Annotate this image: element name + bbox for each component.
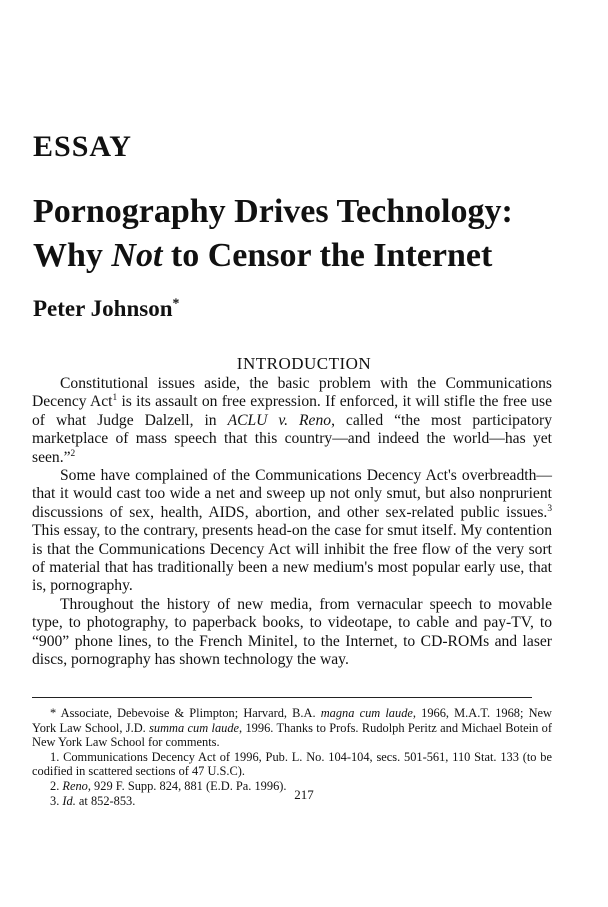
latin-honor: magna cum laude: [320, 706, 413, 720]
latin-honor: summa cum laude: [149, 720, 240, 735]
title-segment: to Censor the Internet: [162, 237, 493, 274]
article-title-line-1: Pornography Drives Technology:: [33, 193, 513, 230]
author-byline: [33, 296, 179, 322]
page-number: 217: [294, 787, 314, 802]
paragraph-1: [32, 375, 552, 467]
paragraph-2: [32, 467, 552, 596]
title-emphasis: Not: [111, 237, 163, 274]
footnote-number: 2.: [50, 778, 63, 793]
footnote-divider: [32, 697, 532, 698]
footnote-1: 1. Communications Decency Act of 1996, Pub. L. No. 104-104, secs. 501-561, 110 Stat. 133 (to be codified in scattered sections of 47 U.S.C).: [32, 749, 552, 779]
footnote-number: 3.: [50, 793, 63, 808]
title-segment: Why: [33, 237, 112, 274]
footnote-ref-3[interactable]: 3: [547, 503, 552, 514]
section-heading: INTRODUCTION: [236, 354, 372, 373]
case-name: ACLU v. Reno: [227, 411, 332, 429]
text-run: at 852-853.: [75, 793, 136, 808]
text-run: , 1996. Thanks to Profs. Rudolph Peritz and Michael Botein of New York Law School for comments.: [32, 720, 552, 750]
footnote-ref-2[interactable]: 2: [70, 448, 76, 459]
footnote-star: [32, 706, 552, 750]
text-run: is its assault on free expression. If enforced, it will stifle the free use of what Judge Dalzell, in: [32, 393, 553, 429]
case-name: Reno: [62, 778, 88, 793]
author-footnote-mark: *: [172, 295, 180, 311]
text-run: Some have complained of the Communications Decency Act's overbreadth—that it would cast too wide a net and sweep up not only smut, but also nonprurient discussions of sex, health, AIDS, abortion, and other sex-related public issues.: [32, 467, 552, 521]
text-run: , 929 F. Supp. 824, 881 (E.D. Pa. 1996).: [87, 778, 287, 793]
section-label: ESSAY: [33, 130, 132, 163]
text-run: This essay, to the contrary, presents head-on the case for smut itself. My contention is that the Communications Decency Act will inhibit the free flow of the very sort of material that has traditionally been a new medium's most popular early use, that is, pornography.: [32, 522, 552, 595]
footnote-ref-1[interactable]: 1: [112, 393, 118, 404]
author-name: Peter Johnson: [33, 296, 173, 321]
text-run: * Associate, Debevoise & Plimpton; Harvard, B.A.: [50, 706, 321, 720]
text-run: , called “the most participatory marketplace of mass speech that this country—and indeed the world—has yet seen.”: [32, 411, 553, 466]
text-run: , 1966, M.A.T. 1968; New York Law School, J.D.: [32, 706, 552, 735]
citation-signal: Id.: [62, 793, 76, 808]
text-run: Constitutional issues aside, the basic problem with the Communications Decency Act: [32, 375, 552, 411]
article-title-line-2: [33, 236, 492, 276]
body-text: [32, 375, 552, 670]
paragraph-3: Throughout the history of new media, from vernacular speech to movable type, to photography, to paperback books, to videotape, to cable and pay-TV, to “900” phone lines, to the French Minitel, to the Internet, to CD-ROMs and laser discs, pornography has shown technology the way.: [32, 595, 552, 669]
